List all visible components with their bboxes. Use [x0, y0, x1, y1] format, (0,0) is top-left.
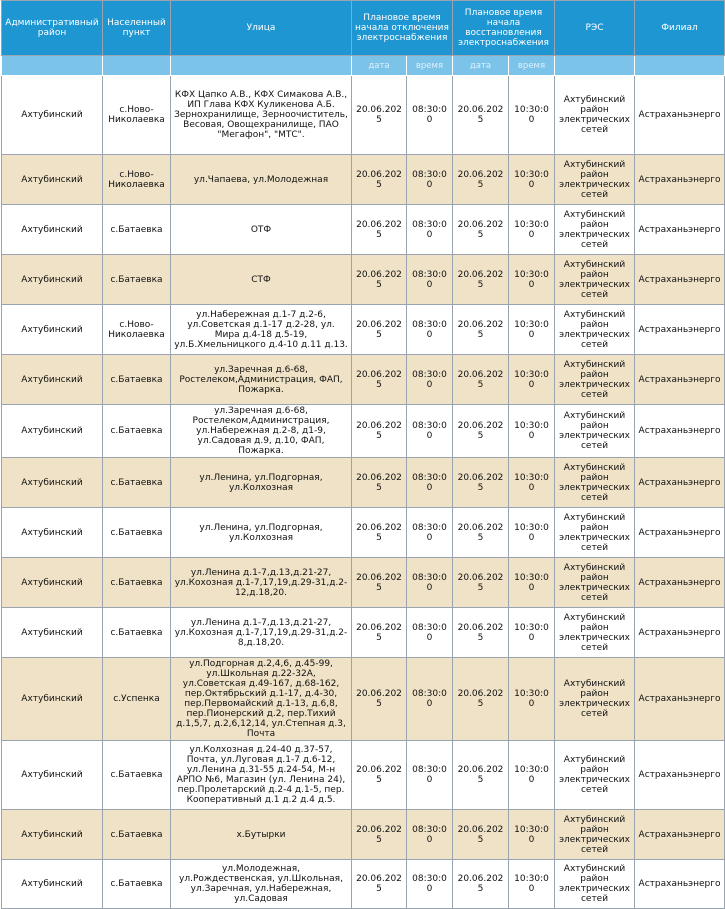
cell-end-date: 20.06.2025 — [453, 405, 509, 458]
cell-street: ул.Заречная д.6-68, Ростелеком,Администрация, ул.Набережная д.2-8, д1-9, ул.Садовая д.9, д.10, ФАП, Пожарка. — [171, 405, 352, 458]
cell-end-date: 20.06.2025 — [453, 458, 509, 508]
cell-end-date: 20.06.2025 — [453, 155, 509, 205]
cell-start-date: 20.06.2025 — [352, 860, 407, 909]
table-row — [2, 76, 725, 155]
cell-end-date: 20.06.2025 — [453, 658, 509, 741]
cell-start-date: 20.06.2025 — [352, 355, 407, 405]
cell-start-date: 20.06.2025 — [352, 405, 407, 458]
cell-settlement: с.Батаевка — [103, 741, 171, 810]
cell-end-time: 10:30:00 — [509, 458, 555, 508]
cell-district: Ахтубинский — [2, 608, 103, 658]
cell-end-time: 10:30:00 — [509, 860, 555, 909]
subheader-end-time: время — [509, 56, 555, 76]
cell-district: Ахтубинский — [2, 458, 103, 508]
cell-start-date: 20.06.2025 — [352, 155, 407, 205]
subheader-start-date: дата — [352, 56, 407, 76]
cell-start-date: 20.06.2025 — [352, 76, 407, 155]
cell-start-date: 20.06.2025 — [352, 255, 407, 305]
cell-settlement: с.Батаевка — [103, 608, 171, 658]
table-row — [2, 608, 725, 658]
cell-settlement: с.Батаевка — [103, 405, 171, 458]
cell-start-date: 20.06.2025 — [352, 658, 407, 741]
subheader-empty — [171, 56, 352, 76]
cell-res: Ахтубинский район электрических сетей — [555, 458, 635, 508]
cell-start-time: 08:30:00 — [407, 355, 453, 405]
cell-settlement: с.Ново-Николаевка — [103, 155, 171, 205]
cell-street: ул.Подгорная д.2,4,6, д.45-99, ул.Школьная д.22-32А, ул.Советская д.49-167, д.68-162, пер.Октябрьский д.1-17, д.4-30, пер.Первомайский д.1-13, д.6,8, пер.Пионерский д.2, пер.Тихий д.1,5,7, д.2,6,12,14, ул.Степная д.3, Почта — [171, 658, 352, 741]
cell-branch: Астраханьэнерго — [635, 741, 725, 810]
cell-settlement: с.Батаевка — [103, 355, 171, 405]
cell-end-time: 10:30:00 — [509, 155, 555, 205]
cell-district: Ахтубинский — [2, 810, 103, 860]
cell-end-time: 10:30:00 — [509, 741, 555, 810]
table-row — [2, 405, 725, 458]
cell-start-date: 20.06.2025 — [352, 205, 407, 255]
table-row — [2, 558, 725, 608]
cell-end-date: 20.06.2025 — [453, 355, 509, 405]
cell-end-time: 10:30:00 — [509, 558, 555, 608]
table-row — [2, 741, 725, 810]
cell-street: КФХ Цапко А.В., КФХ Симакова А.В., ИП Глава КФХ Куликенова А.Б. Зернохранилище, Зерноочиститель, Весовая, Овощехранилище, ПАО "Мегафон", "МТС". — [171, 76, 352, 155]
header-street: Улица — [171, 1, 352, 56]
cell-branch: Астраханьэнерго — [635, 205, 725, 255]
cell-end-time: 10:30:00 — [509, 76, 555, 155]
cell-res: Ахтубинский район электрических сетей — [555, 305, 635, 355]
cell-start-date: 20.06.2025 — [352, 741, 407, 810]
cell-district: Ахтубинский — [2, 405, 103, 458]
table-row — [2, 355, 725, 405]
cell-res: Ахтубинский район электрических сетей — [555, 810, 635, 860]
cell-settlement: с.Ново-Николаевка — [103, 76, 171, 155]
cell-district: Ахтубинский — [2, 205, 103, 255]
cell-branch: Астраханьэнерго — [635, 458, 725, 508]
cell-end-date: 20.06.2025 — [453, 305, 509, 355]
header-district: Административный район — [2, 1, 103, 56]
cell-street: ул.Колхозная д.24-40 д.37-57, Почта, ул.Луговая д.1-7 д.6-12, ул.Ленина д.31-55 д.24-54, М-н АРПО №6, Магазин (ул. Ленина 24), пер.Пролетарский д.2-4 д.1-5, пер. Кооперативный д.1 д.2 д.4 д.5. — [171, 741, 352, 810]
cell-district: Ахтубинский — [2, 255, 103, 305]
cell-end-date: 20.06.2025 — [453, 741, 509, 810]
cell-street: ул.Чапаева, ул.Молодежная — [171, 155, 352, 205]
cell-res: Ахтубинский район электрических сетей — [555, 608, 635, 658]
cell-res: Ахтубинский район электрических сетей — [555, 255, 635, 305]
cell-settlement: с.Батаевка — [103, 810, 171, 860]
cell-district: Ахтубинский — [2, 860, 103, 909]
cell-street: ул.Ленина, ул.Подгорная, ул.Колхозная — [171, 508, 352, 558]
cell-settlement: с.Батаевка — [103, 558, 171, 608]
cell-start-time: 08:30:00 — [407, 458, 453, 508]
cell-end-time: 10:30:00 — [509, 608, 555, 658]
table-row — [2, 508, 725, 558]
cell-branch: Астраханьэнерго — [635, 355, 725, 405]
cell-start-time: 08:30:00 — [407, 205, 453, 255]
cell-end-date: 20.06.2025 — [453, 76, 509, 155]
cell-branch: Астраханьэнерго — [635, 608, 725, 658]
table-row — [2, 810, 725, 860]
header-restore: Плановое время начала восстановления электроснабжения — [453, 1, 555, 56]
cell-res: Ахтубинский район электрических сетей — [555, 155, 635, 205]
cell-street: СТФ — [171, 255, 352, 305]
cell-district: Ахтубинский — [2, 305, 103, 355]
cell-start-date: 20.06.2025 — [352, 810, 407, 860]
cell-res: Ахтубинский район электрических сетей — [555, 355, 635, 405]
cell-settlement: с.Батаевка — [103, 458, 171, 508]
cell-start-time: 08:30:00 — [407, 255, 453, 305]
cell-end-time: 10:30:00 — [509, 810, 555, 860]
cell-end-time: 10:30:00 — [509, 405, 555, 458]
cell-end-date: 20.06.2025 — [453, 860, 509, 909]
cell-start-time: 08:30:00 — [407, 608, 453, 658]
cell-start-time: 08:30:00 — [407, 810, 453, 860]
cell-district: Ахтубинский — [2, 658, 103, 741]
cell-start-time: 08:30:00 — [407, 305, 453, 355]
cell-district: Ахтубинский — [2, 76, 103, 155]
table-row — [2, 305, 725, 355]
cell-end-date: 20.06.2025 — [453, 810, 509, 860]
cell-end-time: 10:30:00 — [509, 305, 555, 355]
cell-street: х.Бутырки — [171, 810, 352, 860]
header-start: Плановое время начала отключения электроснабжения — [352, 1, 453, 56]
cell-street: ОТФ — [171, 205, 352, 255]
cell-res: Ахтубинский район электрических сетей — [555, 658, 635, 741]
cell-start-time: 08:30:00 — [407, 405, 453, 458]
cell-end-date: 20.06.2025 — [453, 205, 509, 255]
cell-end-time: 10:30:00 — [509, 355, 555, 405]
cell-settlement: с.Батаевка — [103, 255, 171, 305]
cell-end-date: 20.06.2025 — [453, 508, 509, 558]
cell-street: ул.Ленина д.1-7,д.13,д.21-27, ул.Кохозная д.1-7,17,19,д.29-31,д.2-12,д.18,20. — [171, 558, 352, 608]
cell-settlement: с.Батаевка — [103, 860, 171, 909]
table-row — [2, 255, 725, 305]
cell-branch: Астраханьэнерго — [635, 405, 725, 458]
cell-start-time: 08:30:00 — [407, 658, 453, 741]
table-body — [2, 76, 725, 909]
cell-district: Ахтубинский — [2, 355, 103, 405]
cell-branch: Астраханьэнерго — [635, 810, 725, 860]
cell-district: Ахтубинский — [2, 558, 103, 608]
subheader-empty — [635, 56, 725, 76]
table-row — [2, 155, 725, 205]
cell-end-time: 10:30:00 — [509, 255, 555, 305]
cell-res: Ахтубинский район электрических сетей — [555, 741, 635, 810]
cell-district: Ахтубинский — [2, 155, 103, 205]
subheader-empty — [555, 56, 635, 76]
subheader-end-date: дата — [453, 56, 509, 76]
cell-branch: Астраханьэнерго — [635, 76, 725, 155]
subheader-start-time: время — [407, 56, 453, 76]
subheader-row — [2, 56, 725, 76]
header-row — [2, 1, 725, 56]
cell-res: Ахтубинский район электрических сетей — [555, 205, 635, 255]
cell-settlement: с.Ново-Николаевка — [103, 305, 171, 355]
cell-street: ул.Заречная д.6-68, Ростелеком,Администрация, ФАП, Пожарка. — [171, 355, 352, 405]
cell-end-time: 10:30:00 — [509, 508, 555, 558]
cell-branch: Астраханьэнерго — [635, 255, 725, 305]
subheader-empty — [2, 56, 103, 76]
cell-district: Ахтубинский — [2, 741, 103, 810]
subheader-empty — [103, 56, 171, 76]
cell-street: ул.Ленина, ул.Подгорная, ул.Колхозная — [171, 458, 352, 508]
cell-branch: Астраханьэнерго — [635, 155, 725, 205]
cell-street: ул.Набережная д.1-7 д.2-6, ул.Советская д.1-17 д.2-28, ул. Мира д.4-18 д.5-19, ул.Б.Хмельницкого д.4-10 д.11 д.13. — [171, 305, 352, 355]
cell-start-date: 20.06.2025 — [352, 558, 407, 608]
cell-res: Ахтубинский район электрических сетей — [555, 558, 635, 608]
table-row — [2, 458, 725, 508]
cell-end-date: 20.06.2025 — [453, 255, 509, 305]
table-row — [2, 860, 725, 909]
cell-res: Ахтубинский район электрических сетей — [555, 405, 635, 458]
cell-end-time: 10:30:00 — [509, 658, 555, 741]
header-res: РЭС — [555, 1, 635, 56]
cell-end-date: 20.06.2025 — [453, 558, 509, 608]
header-branch: Филиал — [635, 1, 725, 56]
cell-branch: Астраханьэнерго — [635, 508, 725, 558]
cell-branch: Астраханьэнерго — [635, 658, 725, 741]
cell-end-date: 20.06.2025 — [453, 608, 509, 658]
cell-res: Ахтубинский район электрических сетей — [555, 76, 635, 155]
table-row — [2, 205, 725, 255]
cell-settlement: с.Батаевка — [103, 508, 171, 558]
cell-start-time: 08:30:00 — [407, 741, 453, 810]
header-settlement: Населенный пункт — [103, 1, 171, 56]
cell-start-date: 20.06.2025 — [352, 458, 407, 508]
cell-start-date: 20.06.2025 — [352, 608, 407, 658]
cell-start-time: 08:30:00 — [407, 558, 453, 608]
cell-street: ул.Ленина д.1-7,д.13,д.21-27, ул.Кохозная д.1-7,17,19,д.29-31,д.2-8,д.18,20. — [171, 608, 352, 658]
table-row — [2, 658, 725, 741]
cell-branch: Астраханьэнерго — [635, 305, 725, 355]
cell-start-time: 08:30:00 — [407, 76, 453, 155]
cell-settlement: с.Батаевка — [103, 205, 171, 255]
cell-start-time: 08:30:00 — [407, 508, 453, 558]
cell-settlement: с.Успенка — [103, 658, 171, 741]
cell-branch: Астраханьэнерго — [635, 558, 725, 608]
cell-res: Ахтубинский район электрических сетей — [555, 508, 635, 558]
outage-schedule-table — [1, 0, 725, 909]
cell-start-date: 20.06.2025 — [352, 508, 407, 558]
cell-start-time: 08:30:00 — [407, 860, 453, 909]
cell-end-time: 10:30:00 — [509, 205, 555, 255]
cell-district: Ахтубинский — [2, 508, 103, 558]
cell-start-time: 08:30:00 — [407, 155, 453, 205]
cell-start-date: 20.06.2025 — [352, 305, 407, 355]
cell-res: Ахтубинский район электрических сетей — [555, 860, 635, 909]
cell-street: ул.Молодежная, ул.Рождественская, ул.Школьная, ул.Заречная, ул.Набережная, ул.Садовая — [171, 860, 352, 909]
cell-branch: Астраханьэнерго — [635, 860, 725, 909]
